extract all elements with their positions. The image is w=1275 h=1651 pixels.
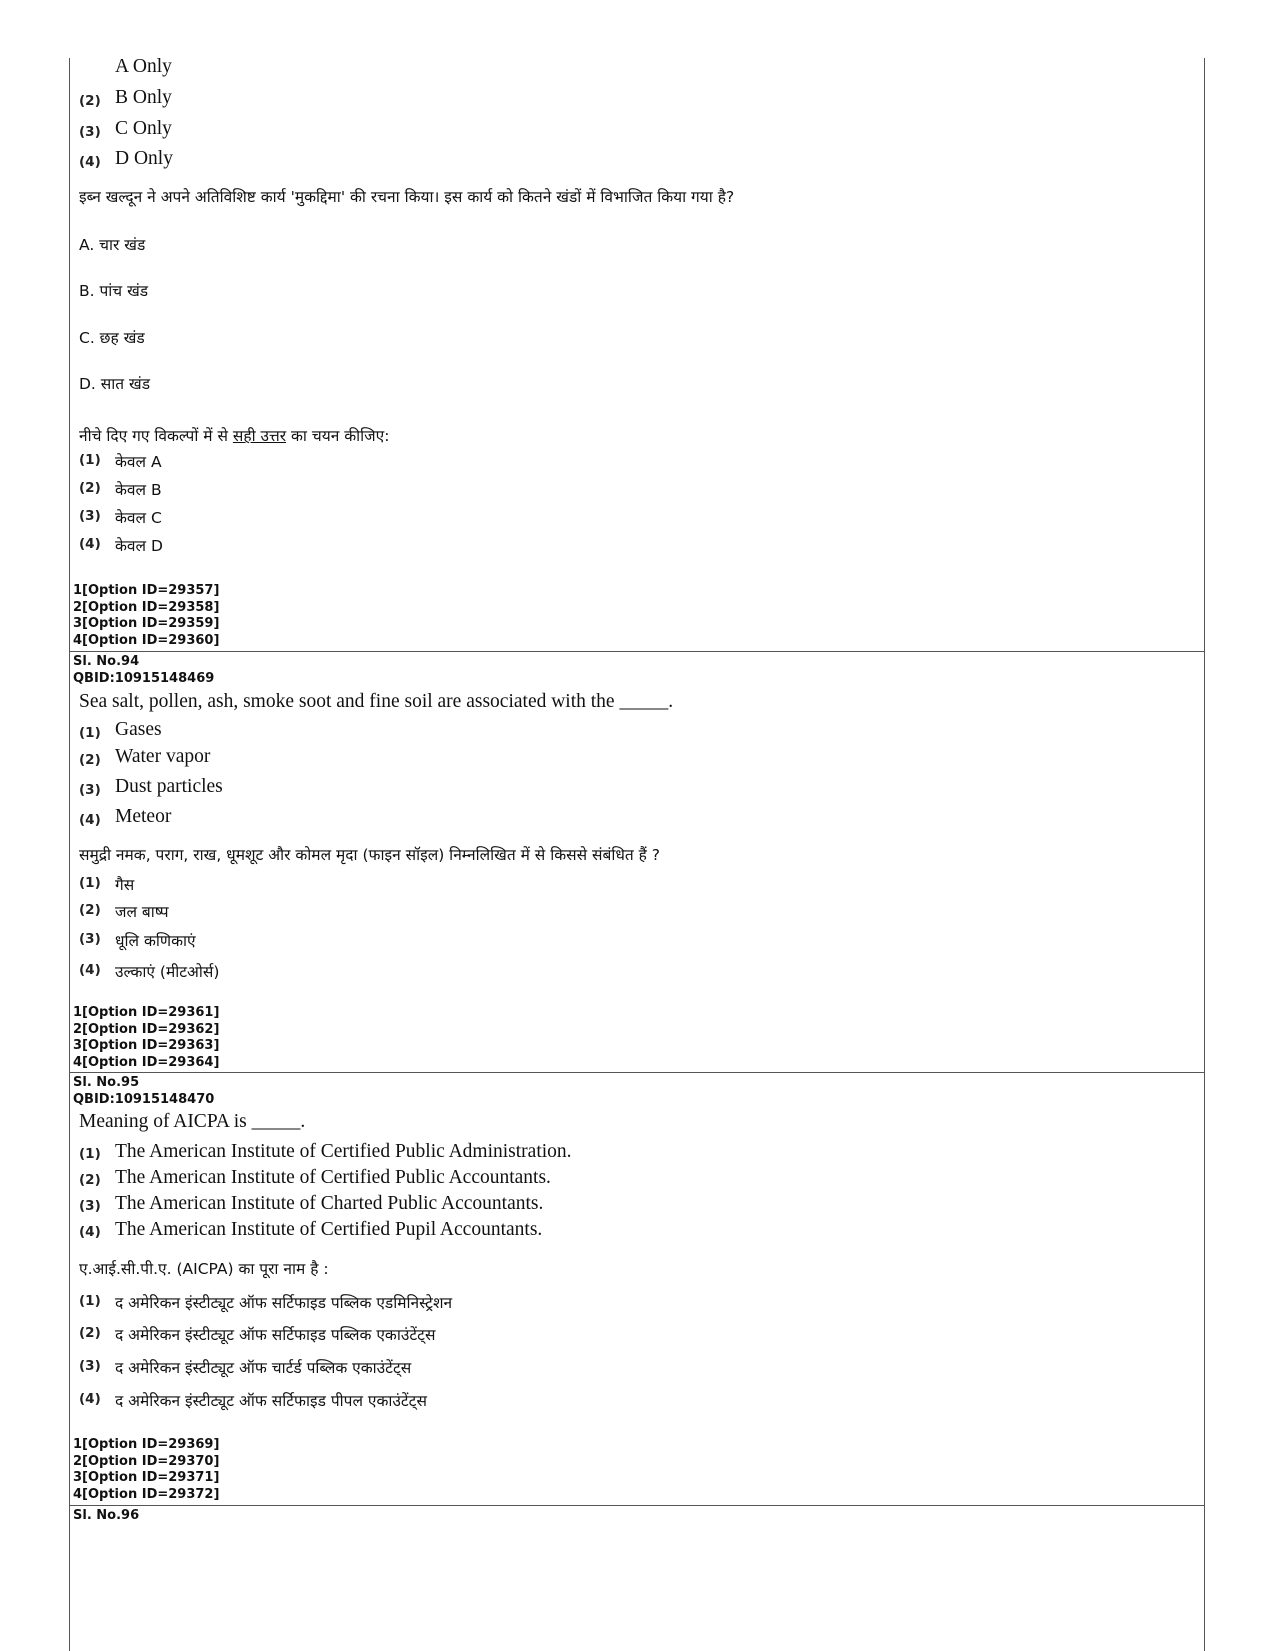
q95-option-4-text: The American Institute of Certified Pupil Accountants. <box>115 1219 543 1240</box>
option-id-list <box>73 583 219 649</box>
option-4-text: D Only <box>115 148 173 169</box>
q94-option-id-4: 4[Option ID=29364] <box>73 1054 220 1070</box>
q95-option-3-text: The American Institute of Charted Public Accountants. <box>115 1193 544 1214</box>
hindi-statement-a: A. चार खंड <box>79 236 146 254</box>
hindi-statement-c: C. छह खंड <box>79 329 145 347</box>
q96-header <box>73 1508 139 1525</box>
q94-hindi-option-4-number: (4) <box>79 962 101 978</box>
q95-option-id-list <box>73 1437 219 1503</box>
q94-option-id-1: 1[Option ID=29361] <box>73 1005 220 1020</box>
hindi-question: इब्न खल्दून ने अपने अतिविशिष्ट कार्य 'मुकद्दिमा' की रचना किया। इस कार्य को कितने खंडों में विभाजित किया गया है? <box>79 188 735 206</box>
q95-hindi-option-3-text: द अमेरिकन इंस्टीट्यूट ऑफ चार्टर्ड पब्लिक एकाउंटेंट्स <box>115 1359 412 1377</box>
option-3-number: (3) <box>79 124 101 140</box>
q94-option-4-number: (4) <box>79 812 101 828</box>
q94-option-1-number: (1) <box>79 725 101 741</box>
option-id-4: 4[Option ID=29360] <box>73 632 220 648</box>
q94-hindi-option-2-text: जल बाष्प <box>115 903 169 921</box>
hindi-option-1-text: केवल A <box>115 453 162 471</box>
q95-header <box>73 1075 214 1108</box>
q94-hindi-option-2-number: (2) <box>79 902 101 918</box>
q94-option-4-text: Meteor <box>115 806 172 827</box>
q95-option-id-3: 3[Option ID=29371] <box>73 1470 220 1485</box>
hindi-option-2-text: केवल B <box>115 481 162 499</box>
q95-hindi-option-4-number: (4) <box>79 1391 101 1407</box>
q94-option-id-list <box>73 1005 219 1071</box>
q94-hindi-option-1-number: (1) <box>79 875 101 891</box>
q95-hindi-option-3-number: (3) <box>79 1358 101 1374</box>
hindi-option-1-number: (1) <box>79 452 101 468</box>
q94-hindi-option-4-text: उल्काएं (मीटओर्स) <box>115 963 220 981</box>
q95-option-1-text: The American Institute of Certified Public Administration. <box>115 1141 572 1162</box>
q95-option-2-number: (2) <box>79 1172 101 1188</box>
q95-option-1-number: (1) <box>79 1146 101 1162</box>
q94-sl-no: Sl. No.94 <box>73 654 140 669</box>
option-id-2: 2[Option ID=29358] <box>73 599 220 615</box>
q94-option-3-text: Dust particles <box>115 776 223 797</box>
q95-option-4-number: (4) <box>79 1224 101 1240</box>
divider <box>69 1505 1205 1506</box>
option-3-text: C Only <box>115 118 172 139</box>
q95-hindi-option-2-text: द अमेरिकन इंस्टीट्यूट ऑफ सर्टिफाइड पब्लिक एकाउंटेंट्स <box>115 1326 436 1344</box>
hindi-statement-b: B. पांच खंड <box>79 282 149 300</box>
q94-hindi-option-3-number: (3) <box>79 931 101 947</box>
divider <box>69 651 1205 652</box>
instruction-underlined: सही उत्तर <box>232 427 287 445</box>
q94-question: Sea salt, pollen, ash, smoke soot and fine soil are associated with the _____. <box>79 691 674 712</box>
hindi-option-2-number: (2) <box>79 480 101 496</box>
hindi-statement-d: D. सात खंड <box>79 375 151 393</box>
q96-sl-no: Sl. No.96 <box>73 1508 140 1523</box>
hindi-instruction <box>79 424 389 446</box>
q95-option-id-4: 4[Option ID=29372] <box>73 1486 220 1502</box>
q94-hindi-question: समुद्री नमक, पराग, राख, धूमशूट और कोमल मृदा (फाइन सॉइल) निम्नलिखित में से किससे संबंधित हैं ? <box>79 846 661 864</box>
q95-sl-no: Sl. No.95 <box>73 1075 140 1090</box>
q94-header <box>73 654 214 687</box>
option-id-3: 3[Option ID=29359] <box>73 616 220 631</box>
q94-option-2-number: (2) <box>79 752 101 768</box>
q95-hindi-option-2-number: (2) <box>79 1325 101 1341</box>
option-1-text: A Only <box>115 56 172 77</box>
instruction-suffix: का चयन कीजिए: <box>286 427 390 445</box>
option-id-1: 1[Option ID=29357] <box>73 583 220 598</box>
hindi-option-4-number: (4) <box>79 536 101 552</box>
q95-option-id-2: 2[Option ID=29370] <box>73 1453 220 1469</box>
instruction-prefix: नीचे दिए गए विकल्पों में से <box>79 427 233 445</box>
option-2-text: B Only <box>115 87 172 108</box>
q95-option-id-1: 1[Option ID=29369] <box>73 1437 220 1452</box>
q94-hindi-option-1-text: गैस <box>115 876 135 894</box>
q95-question: Meaning of AICPA is _____. <box>79 1111 306 1132</box>
q95-qbid: QBID:10915148470 <box>73 1091 215 1107</box>
divider <box>69 1072 1205 1073</box>
option-2-number: (2) <box>79 93 101 109</box>
q94-qbid: QBID:10915148469 <box>73 670 215 686</box>
q94-option-2-text: Water vapor <box>115 746 211 767</box>
q95-option-2-text: The American Institute of Certified Public Accountants. <box>115 1167 551 1188</box>
hindi-option-4-text: केवल D <box>115 537 163 555</box>
hindi-option-3-text: केवल C <box>115 509 162 527</box>
q94-hindi-option-3-text: धूलि कणिकाएं <box>115 932 196 950</box>
q94-option-3-number: (3) <box>79 782 101 798</box>
q95-hindi-option-1-text: द अमेरिकन इंस्टीट्यूट ऑफ सर्टिफाइड पब्लिक एडमिनिस्ट्रेशन <box>115 1294 453 1312</box>
q94-option-id-3: 3[Option ID=29363] <box>73 1038 220 1053</box>
hindi-option-3-number: (3) <box>79 508 101 524</box>
q94-option-1-text: Gases <box>115 719 162 740</box>
q95-option-3-number: (3) <box>79 1198 101 1214</box>
option-4-number: (4) <box>79 154 101 170</box>
q95-hindi-question: ए.आई.सी.पी.ए. (AICPA) का पूरा नाम है : <box>79 1260 329 1278</box>
q94-option-id-2: 2[Option ID=29362] <box>73 1021 220 1037</box>
q95-hindi-option-4-text: द अमेरिकन इंस्टीट्यूट ऑफ सर्टिफाइड पीपल एकाउंटेंट्स <box>115 1392 427 1410</box>
q95-hindi-option-1-number: (1) <box>79 1293 101 1309</box>
